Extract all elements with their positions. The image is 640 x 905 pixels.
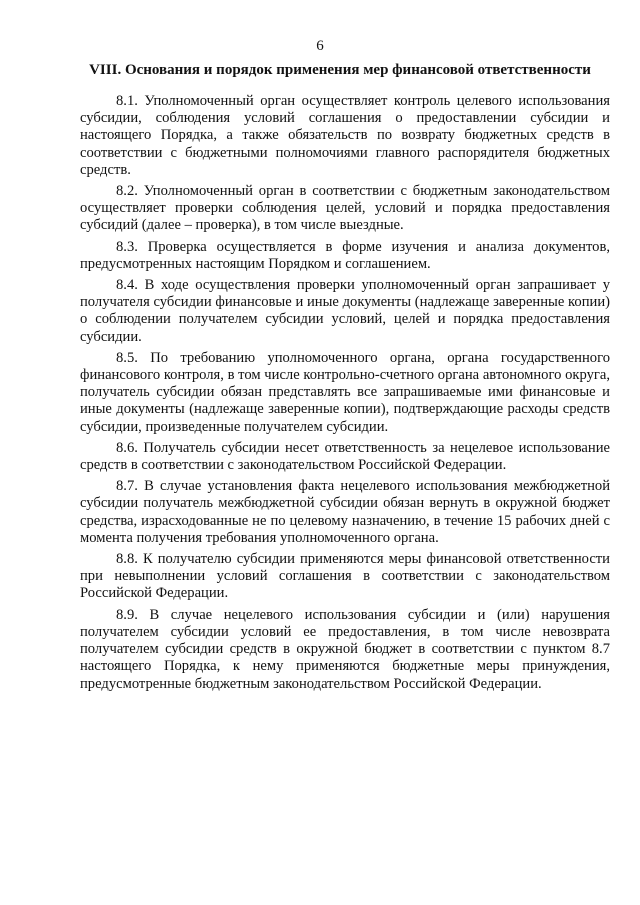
paragraph-8-9: 8.9. В случае нецелевого использования субсидии и (или) нарушения получателем субсидии условий ее предоставления, в том числе невозврата получателем субсидии средств в окружной бюджет в соответствии с пунктом 8.7 настоящего Порядка, к нему применяются бюджетные меры принуждения, предусмотренные бюджетным законодательством Российской Федерации.	[80, 606, 610, 692]
paragraph-8-3: 8.3. Проверка осуществляется в форме изучения и анализа документов, предусмотренных настоящим Порядком и соглашением.	[80, 238, 610, 272]
paragraph-8-6: 8.6. Получатель субсидии несет ответственность за нецелевое использование средств в соответствии с законодательством Российской Федерации.	[80, 439, 610, 474]
page-number: 6	[316, 38, 324, 54]
paragraph-8-5: 8.5. По требованию уполномоченного органа, органа государственного финансового контроля, в том числе контрольно-счетного органа автономного округа, получатель субсидии обязан представлять все запрашиваемые ими финансовые и иные документы (надлежаще заверенные копии), подтверждающие расходы средств субсидии, произведенные получателем субсидии.	[80, 349, 610, 435]
section-title: VIII. Основания и порядок применения мер финансовой ответственности	[89, 62, 591, 78]
paragraph-8-7: 8.7. В случае установления факта нецелевого использования межбюджетной субсидии получатель межбюджетной субсидии обязан вернуть в окружной бюджет средства, израсходованные не по целевому назначению, в течение 15 рабочих дней с момента получения требования уполномоченного органа.	[80, 478, 610, 546]
paragraph-8-2: 8.2. Уполномоченный орган в соответствии с бюджетным законодательством осуществляет проверки соблюдения целей, условий и порядка предоставления субсидий (далее – проверка), в том числе выездные.	[80, 183, 610, 234]
paragraph-8-4: 8.4. В ходе осуществления проверки уполномоченный орган запрашивает у получателя субсидии финансовые и иные документы (надлежаще заверенные копии) о соблюдении получателем субсидии условий, целей и порядка предоставления субсидии.	[80, 277, 610, 345]
document-body	[80, 93, 610, 697]
paragraph-8-1: 8.1. Уполномоченный орган осуществляет контроль целевого использования субсидии, соблюдения условий соглашения о предоставлении субсидии и настоящего Порядка, а также обязательств по возврату бюджетных средств в соответствии с бюджетными полномочиями главного распорядителя бюджетных средств.	[80, 93, 610, 178]
paragraph-8-8: 8.8. К получателю субсидии применяются меры финансовой ответственности при невыполнении условий соглашения в соответствии с законодательством Российской Федерации.	[80, 551, 610, 602]
